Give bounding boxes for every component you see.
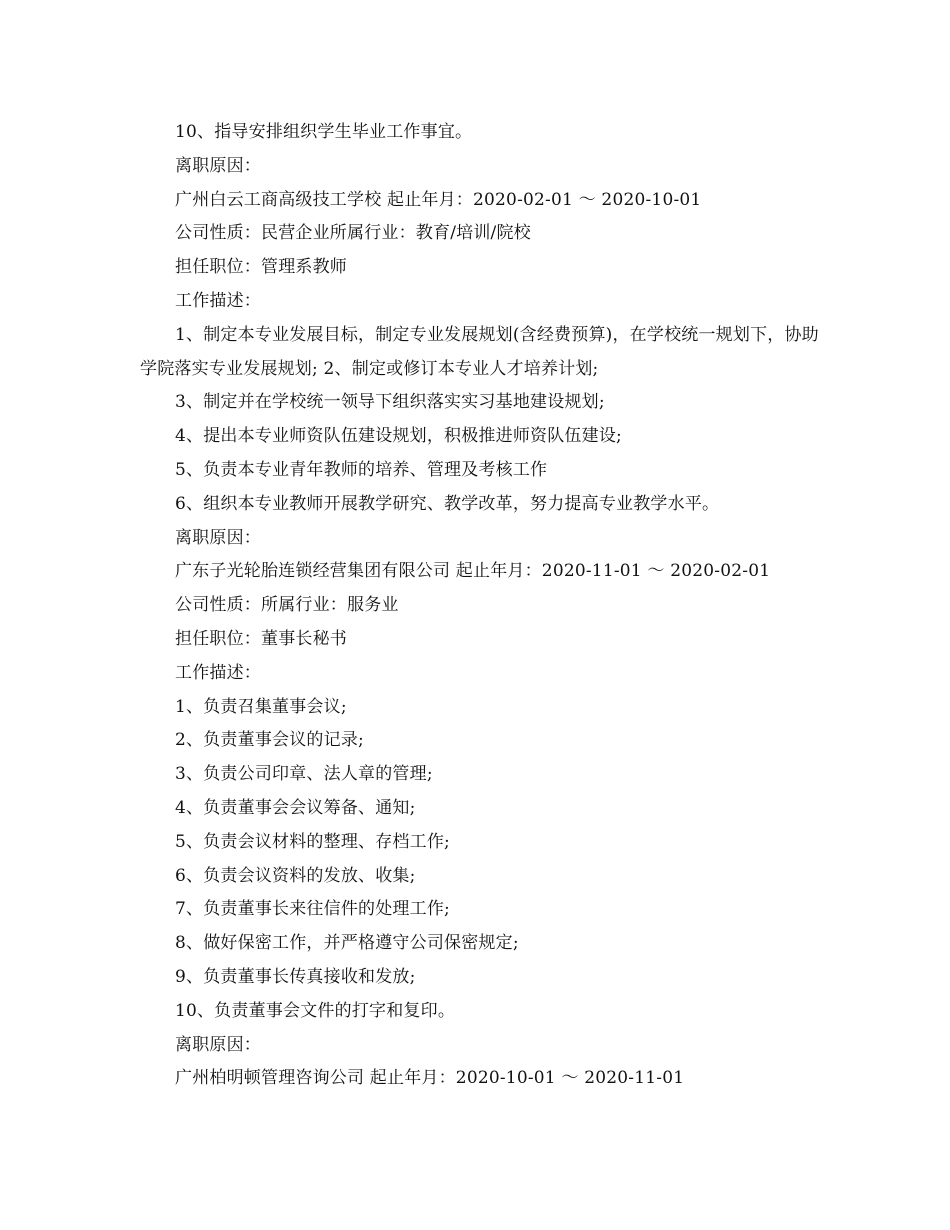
job-description-label: 工作描述：: [175, 662, 261, 683]
position-line: 担任职位：董事长秘书: [175, 628, 347, 649]
position-line: 担任职位：管理系教师: [175, 257, 347, 278]
employer-line: 广东子光轮胎连锁经营集团有限公司 起止年月：2020-11-01 ～ 2020-02-01: [175, 561, 771, 582]
employer-line: 广州柏明顿管理咨询公司 起止年月：2020-10-01 ～ 2020-11-01: [175, 1068, 685, 1089]
duty-item-4: 4、提出本专业师资队伍建设规划，积极推进师资队伍建设;: [175, 426, 622, 447]
employer-line: 广州白云工商高级技工学校 起止年月：2020-02-01 ～ 2020-10-01: [175, 189, 702, 210]
leave-reason-label: 离职原因：: [175, 1034, 261, 1055]
duty-item-10: 10、负责董事会文件的打字和复印。: [175, 1000, 456, 1021]
leave-reason-label: 离职原因：: [175, 155, 261, 176]
duty-item-10: 10、指导安排组织学生毕业工作事宜。: [175, 122, 473, 142]
duty-item-6: 6、组织本专业教师开展教学研究、教学改革，努力提高专业教学水平。: [175, 493, 720, 514]
duty-item-7: 7、负责董事长来往信件的处理工作;: [175, 899, 450, 920]
duty-item-1-2: 1、制定本专业发展目标，制定专业发展规划(含经费预算)，在学校统一规划下，协助学院落实专业发展规划; 2、制定或修订本专业人才培养计划;: [140, 324, 819, 379]
duty-item-8: 8、做好保密工作，并严格遵守公司保密规定;: [175, 933, 519, 954]
job-description-label: 工作描述：: [175, 290, 261, 311]
duty-item-6: 6、负责会议资料的发放、收集;: [175, 865, 416, 886]
duty-item-5: 5、负责本专业青年教师的培养、管理及考核工作: [175, 459, 548, 480]
leave-reason-label: 离职原因：: [175, 527, 261, 548]
company-nature-line: 公司性质：所属行业：服务业: [175, 595, 399, 616]
duty-item-3: 3、制定并在学校统一领导下组织落实实习基地建设规划;: [175, 392, 605, 413]
duty-item-3: 3、负责公司印章、法人章的管理;: [175, 764, 433, 785]
duty-item-9: 9、负责董事长传真接收和发放;: [175, 966, 416, 987]
document-body: [140, 116, 820, 1096]
company-nature-line: 公司性质：民营企业所属行业：教育/培训/院校: [175, 223, 531, 244]
duty-item-5: 5、负责会议材料的整理、存档工作;: [175, 831, 450, 852]
duty-item-2: 2、负责董事会议的记录;: [175, 730, 364, 751]
duty-item-1: 1、负责召集董事会议;: [175, 696, 347, 717]
duty-item-4: 4、负责董事会会议筹备、通知;: [175, 797, 416, 818]
